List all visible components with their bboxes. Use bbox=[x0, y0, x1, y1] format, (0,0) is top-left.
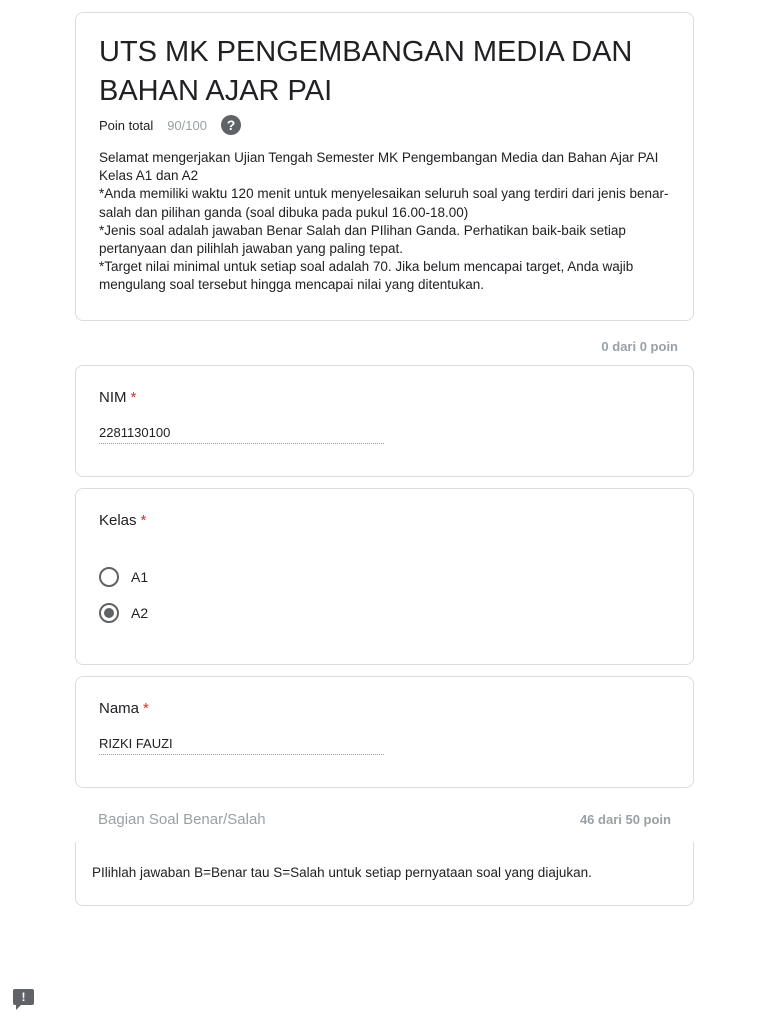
help-icon[interactable]: ? bbox=[221, 115, 241, 135]
description-line: *Anda memiliki waktu 120 menit untuk menyelesaikan seluruh soal yang terdiri dari jenis benar-salah dan pilihan ganda (soal dibuka pada pukul 16.00-18.00) bbox=[99, 186, 669, 220]
nim-answer-field[interactable]: 2281130100 bbox=[99, 425, 384, 444]
nama-answer-field[interactable]: RIZKI FAUZI bbox=[99, 736, 384, 755]
description-line: *Target nilai minimal untuk setiap soal adalah 70. Jika belum mencapai target, Anda wajib mengulang soal tersebut hingga mencapai nilai yang ditentukan. bbox=[99, 259, 634, 293]
form-header-card bbox=[75, 12, 694, 321]
description-line: Selamat mengerjakan Ujian Tengah Semester MK Pengembangan Media dan Bahan Ajar PAI Kelas A1 dan A2 bbox=[99, 150, 659, 184]
kelas-label-text: Kelas bbox=[99, 512, 137, 529]
section-instruction-card bbox=[75, 842, 694, 906]
radio-selected-icon[interactable] bbox=[99, 603, 119, 623]
kelas-option-a2[interactable] bbox=[99, 603, 148, 623]
section-instruction: PIlihlah jawaban B=Benar tau S=Salah untuk setiap pernyataan soal yang diajukan. bbox=[92, 865, 592, 880]
question-nama-label bbox=[99, 700, 149, 717]
required-asterisk: * bbox=[130, 389, 137, 406]
points-total-label: Poin total bbox=[99, 117, 154, 133]
required-asterisk: * bbox=[140, 512, 147, 529]
question-nim-card bbox=[75, 365, 694, 477]
nim-label-text: NIM bbox=[99, 389, 127, 406]
radio-unselected-icon[interactable] bbox=[99, 567, 119, 587]
question-kelas-label bbox=[99, 512, 146, 529]
question-nim-label bbox=[99, 389, 136, 406]
question-kelas-card bbox=[75, 488, 694, 665]
nama-label-text: Nama bbox=[99, 700, 140, 717]
section-points: 46 dari 50 poin bbox=[579, 812, 671, 827]
question-nama-card bbox=[75, 676, 694, 788]
form-description bbox=[99, 149, 674, 295]
form-title: UTS MK PENGEMBANGAN MEDIA DAN BAHAN AJAR PAI bbox=[99, 36, 633, 107]
kelas-option-label: A1 bbox=[131, 569, 149, 585]
identity-section-points: 0 dari 0 poin bbox=[601, 339, 678, 354]
report-problem-icon[interactable]: ! bbox=[13, 989, 34, 1005]
description-line: *Jenis soal adalah jawaban Benar Salah dan PIlihan Ganda. Perhatikan baik-baik setiap pertanyaan dan pilihlah jawaban yang paling tepat. bbox=[99, 222, 626, 257]
kelas-option-a1[interactable] bbox=[99, 567, 148, 587]
points-total bbox=[99, 114, 241, 136]
section-title: Bagian Soal Benar/Salah bbox=[98, 811, 266, 828]
required-asterisk: * bbox=[143, 700, 149, 717]
kelas-option-label: A2 bbox=[131, 605, 149, 621]
points-total-value: 90/100 bbox=[167, 117, 207, 133]
